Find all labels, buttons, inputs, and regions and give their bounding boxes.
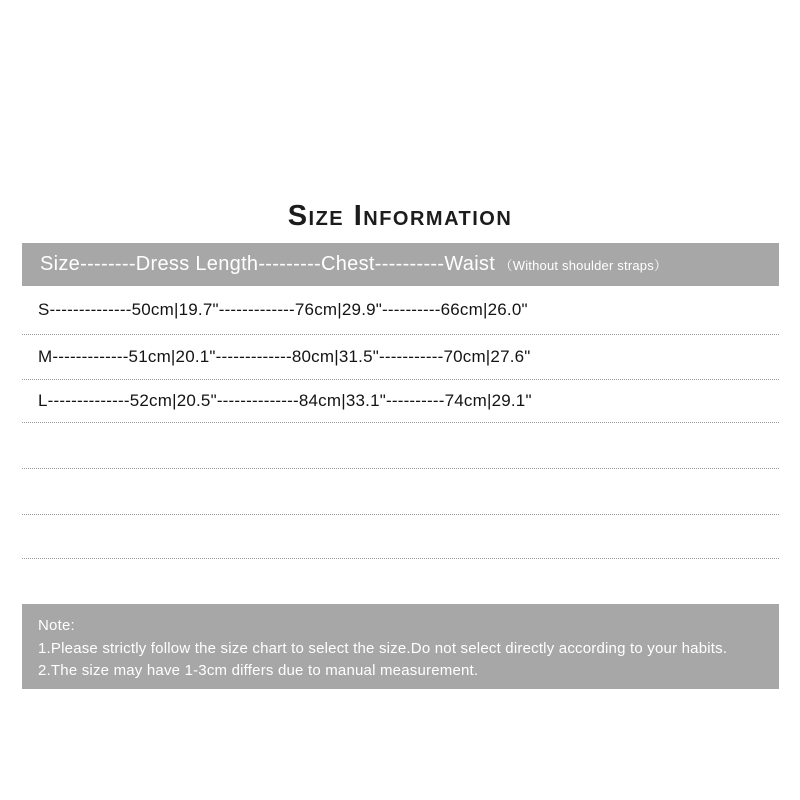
table-row-empty [22,515,779,559]
table-row-empty [22,423,779,469]
note-line-2: 2.The size may have 1-3cm differs due to manual measurement. [38,662,479,679]
table-row-size-l [22,380,779,423]
spacer [22,559,779,604]
size-table [22,243,779,689]
table-header-bar [22,243,779,286]
note-line-1: 1.Please strictly follow the size chart to select the size.Do not select directly according to your habits. [38,639,728,657]
table-row-size-s [22,286,779,335]
note-box [22,604,779,689]
table-header-label: Size--------Dress Length---------Chest----------Waist [40,253,496,275]
table-row-size-m [22,335,779,380]
table-row-text: M-------------51cm|20.1"-------------80cm|31.5"-----------70cm|27.6" [38,347,531,366]
table-header-sublabel: （Without shoulder straps） [499,258,668,273]
table-row-empty [22,469,779,515]
table-row-text: S--------------50cm|19.7"-------------76cm|29.9"----------66cm|26.0" [38,300,528,319]
table-row-text: L--------------52cm|20.5"--------------84cm|33.1"----------74cm|29.1" [38,391,532,410]
page-title: Size Information [287,200,513,232]
note-heading: Note: [38,617,75,634]
